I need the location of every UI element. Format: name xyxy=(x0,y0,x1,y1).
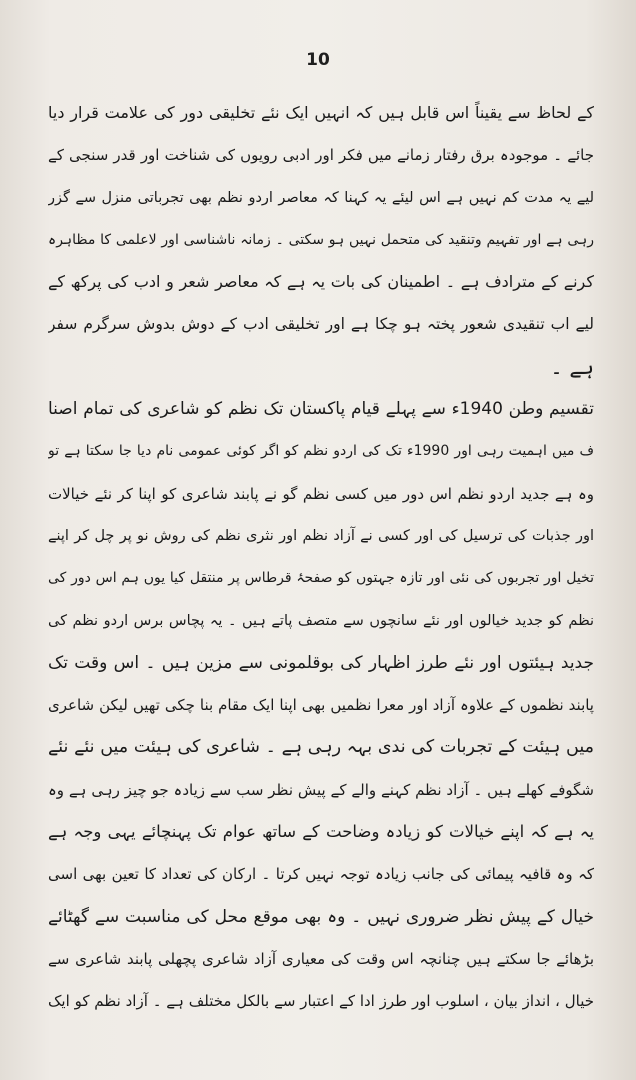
text-line: خیال ، انداز بیان ، اسلوب اور طرز ادا کے اعتبار سے بالکل مختلف ہے ۔ آزاد نظم کو ایک xyxy=(48,992,594,1011)
text-line: ف میں اہمیت رہی اور 1990ء تک کی اردو نظم کو اگر کوئی عمومی نام دیا جا سکتا ہے تو xyxy=(48,443,594,460)
text-line: بڑھائے جا سکتے ہیں چنانچہ اس وقت کی معیاری آزاد شاعری پچھلی پابند شاعری سے xyxy=(48,949,594,968)
text-line: تخیل اور تجربوں کی نئی اور تازہ جہتوں کو صفحۂ قرطاس پر منتقل کیا یوں ہم اس دور کی xyxy=(48,570,594,587)
text-line: اور جذبات کی ترسیل کی اور کسی نے آزاد نظم اور نثری نظم کی روش نو پر چل کر اپنے xyxy=(48,527,594,544)
page-number: 10 xyxy=(306,50,330,70)
text-line: تقسیم وطن 1940ء سے پہلے قیام پاکستان تک نظم کو شاعری کی تمام اصنا xyxy=(48,399,594,420)
text-line: پابند نظموں کے علاوہ آزاد اور معرا نظمیں بھی اپنا ایک مقام بنا چکی تھیں لیکن شاعری xyxy=(48,696,594,715)
text-line: خیال کے پیش نظر ضروری نہیں ۔ وہ بھی موقع محل کی مناسبت سے گھٹائے xyxy=(48,906,594,927)
text-line: یہ ہے کہ اپنے خیالات کو زیادہ وضاحت کے ساتھ عوام تک پہنچائے یہی وجہ ہے xyxy=(48,822,594,842)
text-line: میں ہیئت کے تجربات کی ندی بہہ رہی ہے ۔ شاعری کی ہیئت میں نئے نئے xyxy=(48,737,594,758)
text-line: وہ ہے جدید اردو نظم اس دور میں کسی نظم گو نے پابند شاعری کو اپنا کر نئے خیالات xyxy=(48,484,594,503)
text-line: لیے اب تنقیدی شعور پختہ ہو چکا ہے اور تخلیقی ادب کے دوش بدوش سرگرم سفر xyxy=(48,315,594,334)
text-line: لیے یہ مدت کم نہیں ہے اس لیئے یہ کہنا کہ معاصر اردو نظم بھی تجرباتی منزل سے گزر xyxy=(48,189,594,206)
text-line: جائے ۔ موجودہ برق رفتار زمانے میں فکر اور ادبی رویوں کی شناخت اور قدر سنجی کے xyxy=(48,146,594,165)
text-line: کے لحاظ سے یقیناً اس قابل ہیں کہ انہیں ایک نئے تخلیقی دور کی علامت قرار دیا xyxy=(48,103,594,122)
body-text xyxy=(48,92,594,1023)
text-line: شگوفے کھلے ہیں ۔ آزاد نظم کہنے والے کے پیش نظر سب سے زیادہ جو چیز رہی ہے وہ xyxy=(48,780,594,799)
text-line: کرنے کے مترادف ہے ۔ اطمینان کی بات یہ ہے کہ معاصر شعر و ادب کی پرکھ کے xyxy=(48,272,594,292)
text-line: رہی ہے اور تفہیم وتنقید کی متحمل نہیں ہو سکتی ۔ زمانہ ناشناسی اور لاعلمی کا مظاہرہ xyxy=(48,231,594,248)
text-line: جدید ہیئتوں اور نئے طرز اظہار کی بوقلمونی سے مزین ہیں ۔ اس وقت تک xyxy=(48,652,594,673)
text-line: ہے ۔ xyxy=(550,354,594,379)
text-line: کہ وہ قافیہ پیمائی کی جانب زیادہ توجہ نہیں کرتا ۔ ارکان کی تعداد کا تعین بھی اسی xyxy=(48,865,594,884)
text-line: نظم کو جدید خیالوں اور نئے سانچوں سے متصف پاتے ہیں ۔ یہ پچاس برس اردو نظم کی xyxy=(48,612,594,629)
